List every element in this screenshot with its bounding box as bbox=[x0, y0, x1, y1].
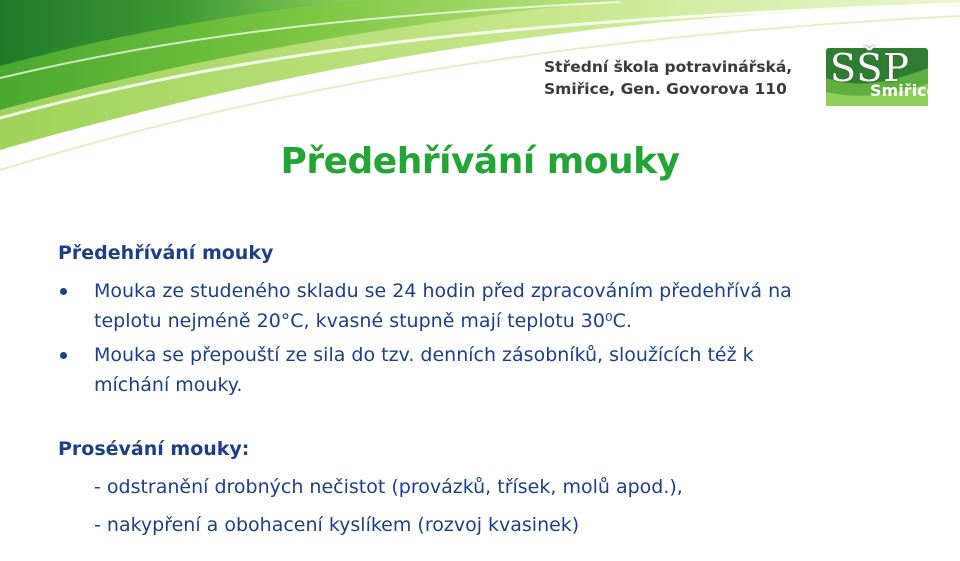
school-logo bbox=[826, 46, 938, 106]
bullet-dot-icon bbox=[60, 288, 67, 295]
school-name-line1: Střední škola potravinářská, bbox=[544, 58, 793, 76]
logo-ssp-text: SŠP bbox=[830, 46, 910, 90]
bullet-text-line: Mouka se přepouští ze sila do tzv. denních zásobníků, sloužících též k bbox=[94, 344, 754, 366]
bullet-text-line: Mouka ze studeného skladu se 24 hodin před zpracováním předehřívá na bbox=[94, 280, 792, 302]
dash-list-item: - nakypření a obohacení kyslíkem (rozvoj kvasinek) bbox=[94, 514, 580, 536]
bullet-item bbox=[58, 340, 938, 400]
logo-town-text: Smiřice bbox=[870, 81, 938, 100]
bullet-text-line: teplotu nejméně 20°C, kvasné stupně mají teplotu 30⁰C. bbox=[94, 310, 632, 332]
bullet-text-line: míchání mouky. bbox=[94, 374, 243, 396]
section-heading-sifting: Prosévání mouky: bbox=[58, 438, 250, 460]
school-name-block bbox=[544, 56, 824, 100]
section-sifting bbox=[58, 434, 938, 544]
bullet-dot-icon bbox=[60, 352, 67, 359]
slide-title: Předehřívání mouky bbox=[280, 141, 680, 182]
dash-list-item: - odstranění drobných nečistot (provázků, třísek, molů apod.), bbox=[94, 476, 683, 498]
bullet-list bbox=[58, 276, 938, 400]
slide-content bbox=[58, 238, 938, 544]
bullet-item bbox=[58, 276, 938, 336]
section-heading-preheating: Předehřívání mouky bbox=[58, 242, 274, 264]
school-name-line2: Smiřice, Gen. Govorova 110 bbox=[544, 80, 787, 98]
